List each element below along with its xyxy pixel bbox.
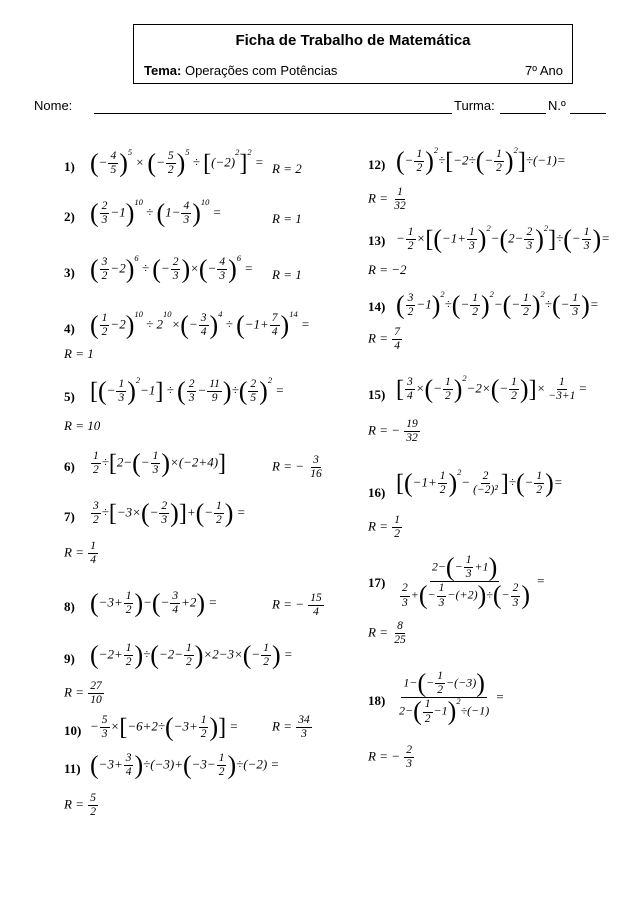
result-denominator: 25 [394,634,406,647]
student-info-row [34,98,606,118]
result-denominator: 4 [313,606,319,619]
result-prefix: R = [64,544,84,560]
result-13: R = −2 [368,262,407,277]
result-numerator: 1 [395,186,405,200]
result-2: R = 1 [272,211,302,226]
result-prefix: R = [64,684,84,700]
exercise-number: 17) [368,575,386,590]
result-denominator: 10 [90,694,102,707]
exercise-number: 4) [64,321,75,336]
exercise-number: 11) [64,761,81,776]
result-denominator: 3 [406,758,412,771]
result-denominator: 2 [90,806,96,819]
result-prefix: R = − [368,748,400,764]
result-7 [64,540,99,567]
number-label: N.º [548,98,566,113]
result-3: R = 1 [272,267,302,282]
result-denominator: 4 [394,340,400,353]
result-18 [368,744,415,771]
result-denominator: 32 [394,200,406,213]
result-numerator: 3 [311,454,321,468]
result-numerator: 7 [392,326,402,340]
grade-label: 7º Ano [524,63,563,78]
exercise-number: 16) [368,485,386,500]
result-prefix: R = [368,190,388,206]
exercise-number: 15) [368,387,386,402]
name-label: Nome: [34,98,73,113]
result-numerator: 27 [88,680,104,694]
result-15 [368,418,421,445]
result-denominator: 16 [310,468,322,481]
result-denominator: 2 [394,528,400,541]
worksheet-header [133,24,573,84]
exercise-number: 6) [64,459,75,474]
result-8 [272,592,325,619]
exercise-number: 7) [64,509,75,524]
exercise-number: 3) [64,265,75,280]
result-numerator: 1 [392,514,402,528]
result-denominator: 3 [301,728,307,741]
result-17 [368,620,409,647]
result-9 [64,680,105,707]
result-10 [272,714,313,741]
result-denominator: 32 [406,432,418,445]
name-blank[interactable] [94,113,452,114]
exercise-number: 14) [368,299,386,314]
result-4: R = 1 [64,346,94,361]
result-14 [368,326,403,353]
topic-label: Tema: [144,63,182,78]
exercise-number: 1) [64,159,75,174]
result-prefix: R = − [368,422,400,438]
result-numerator: 19 [404,418,420,432]
topic-value: Operações com Potências [184,63,338,78]
exercise-number: 10) [64,723,82,738]
result-numerator: 15 [308,592,324,606]
result-16 [368,514,403,541]
number-blank[interactable] [570,113,606,114]
result-6 [272,454,325,481]
class-label: Turma: [454,98,495,113]
result-prefix: R = [368,330,388,346]
result-numerator: 5 [88,792,98,806]
class-blank[interactable] [500,113,546,114]
result-numerator: 34 [296,714,312,728]
result-prefix: R = − [272,458,304,474]
result-denominator: 4 [90,554,96,567]
result-prefix: R = [368,624,388,640]
worksheet-title: Ficha de Trabalho de Matemática [235,32,471,49]
result-numerator: 1 [88,540,98,554]
result-5: R = 10 [64,418,101,433]
exercise-number: 8) [64,599,75,614]
exercise-number: 2) [64,209,75,224]
result-12 [368,186,409,213]
result-numerator: 8 [395,620,405,634]
exercise-number: 18) [368,693,386,708]
exercise-number: 9) [64,651,75,666]
result-1: R = 2 [272,161,302,176]
result-numerator: 2 [404,744,414,758]
result-11 [64,792,99,819]
exercise-number: 5) [64,389,75,404]
topic [144,63,337,78]
result-prefix: R = [368,518,388,534]
exercise-number: 13) [368,233,386,248]
result-prefix: R = [64,796,84,812]
result-prefix: R = − [272,596,304,612]
result-prefix: R = [272,718,292,734]
exercise-number: 12) [368,157,386,172]
